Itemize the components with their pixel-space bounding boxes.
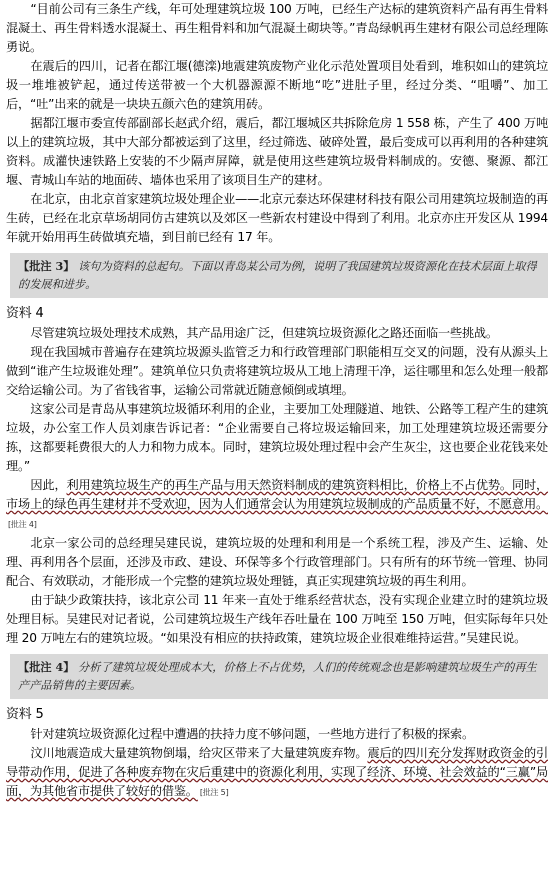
text-run: 因此， [30, 478, 67, 492]
paragraph: 在震后的四川，记者在都江堰(德滦)地震建筑废物产业化示范处置项目处看到，堆积如山的建筑垃圾一堆堆被铲起，通过传送带被一个大机器源源不断地“吃”进肚子里，经过分类、“咀嚼”、加工后，“吐”出来的就是一块块五颜六色的建筑用砖。 [6, 59, 548, 111]
paragraph: 现在我国城市普遍存在建筑垃圾源头监管乏力和行政管理部门职能相互交叉的问题，没有从源头上做到“谁产生垃圾谁处理”。建筑单位只负责将建筑垃圾从工地上清理干净，运往哪里和怎么处理一般都交给运输公司。为了省钱省事，运输公司常就近随意倾倒或填埋。 [6, 345, 548, 397]
annotation-tag: 【批注 4】 [18, 660, 75, 674]
paragraph: 尽管建筑垃圾处理技术成熟，其产品用途广泛，但建筑垃圾资源化之路还面临一些挑战。 [30, 326, 498, 340]
annotation-marker: [批注 4] [8, 520, 37, 529]
annotation-tag: 【批注 3】 [18, 259, 75, 273]
annotation-box [10, 654, 548, 699]
paragraph: 由于缺少政策扶持，该北京公司 11 年来一直处于维系经营状态，没有实现企业建立时的建筑垃圾处理目标。吴建民对记者说，公司建筑垃圾生产线年吞吐量在 100 万吨至 150 万吨，但实际每年只处理 20 万吨左右的建筑垃圾。“如果没有相应的扶持政策，建筑垃圾企业很难维持运营。”吴建民说。 [6, 593, 548, 645]
paragraph [6, 744, 548, 802]
annotation-text: 该句为资料的总起句。下面以青岛某公司为例，说明了我国建筑垃圾资源化在技术层面上取得的发展和进步。 [18, 260, 537, 291]
section-title: 资料 4 [6, 306, 44, 321]
paragraph: 在北京，由北京首家建筑垃圾处理企业——北京元泰达环保建材科技有限公司用建筑垃圾制造的再生砖，已经在北京草场胡同仿古建筑以及郊区一些新农村建设中得到了利用。北京亦庄开发区从 1994 年就开始用再生砖做填充墙，到目前已经有 17 年。 [6, 192, 548, 244]
paragraph: 北京一家公司的总经理吴建民说，建筑垃圾的处理和利用是一个系统工程，涉及产生、运输、处理、再利用各个层面，还涉及市政、建设、环保等多个行政管理部门。只有所有的环节统一管理、协同配合、有效联动，才能形成一个完整的建筑垃圾处理链，真正实现建筑垃圾的再生利用。 [6, 536, 548, 588]
annotation-text: 分析了建筑垃圾处理成本大，价格上不占优势，人们的传统观念也是影响建筑垃圾生产的再生产产品销售的主要因素。 [18, 661, 537, 692]
annotation-marker: [批注 5] [199, 788, 229, 797]
text-run: 汶川地震造成大量建筑物倒塌，给灾区带来了大量建筑废弃物。 [30, 746, 368, 760]
annotation-box [10, 253, 548, 298]
section-title: 资料 5 [6, 707, 44, 722]
paragraph: 据都江堰市委宣传部副部长赵武介绍，震后，都江堰城区共拆除危房 1 558 栋，产生了 400 万吨以上的建筑垃圾，其中大部分都被运到了这里，经过筛选、破碎处置，最后变成可以再利用的各种建筑资料。成灌快速铁路上安装的不少隔声屏障，就是使用这些建筑垃圾骨料制成的。安德、聚源、都江堰、青城山车站的地面砖、墙体也采用了该项目生产的建材。 [6, 116, 548, 187]
underlined-text: 利用建筑垃圾生产的再生产品与用天然资料制成的建筑资料相比，价格上不占优势。同时，市场上的绿色再生建材并不受欢迎，因为人们通常会认为用建筑垃圾制成的产品质量不好，不愿意用。 [6, 478, 549, 511]
paragraph: “目前公司有三条生产线，年可处理建筑垃圾 100 万吨，已经生产达标的建筑资料产品有再生骨料混凝土、再生骨料透水混凝土、再生粗骨料和加气混凝土砌块等。”青岛绿帆再生建材有限公司总经理陈勇说。 [6, 2, 548, 54]
paragraph: 针对建筑垃圾资源化过程中遭遇的扶持力度不够问题，一些地方进行了积极的探索。 [30, 727, 474, 741]
paragraph: 这家公司是青岛从事建筑垃圾循环利用的企业，主要加工处理隧道、地铁、公路等工程产生的建筑垃圾，办公室工作人员刘康告诉记者：“企业需要自己将垃圾运输回来，加工处理建筑垃圾还需要分拣，这都要耗费很大的人力和物力成本。同时，建筑垃圾处理过程中会产生灰尘，这也要企业花钱来处理。” [6, 402, 548, 473]
underlined-text: 震后的四川充分发挥财政资金的引导带动作用，促进了各种废弃物在灾后重建中的资源化利用，实现了经济、环境、社会效益的“三赢”局面，为其他省市提供了较好的借鉴。 [6, 746, 548, 798]
paragraph [6, 476, 548, 534]
